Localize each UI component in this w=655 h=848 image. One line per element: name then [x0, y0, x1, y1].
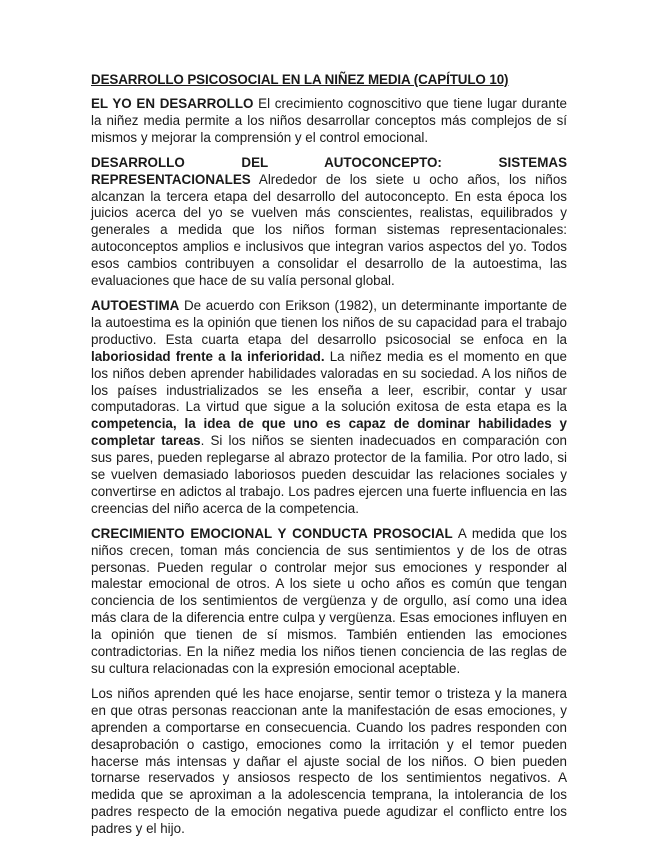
section-text-autoconcepto: Alrededor de los siete u ocho años, los niños alcanzan la tercera etapa del desarrollo del autoconcepto. En esta época los juicios acerca del yo se vuelven más conscientes, realistas, equilibrados y generales a medida que los niños forman sistemas representacionales: autoconceptos amplios e inclusivos que integran varios aspectos del yo. Todos esos cambios contribuyen a consolidar el desarrollo de la autoestima, las evaluaciones que hace de su valía personal global.	[91, 171, 567, 289]
paragraph-autoconcepto	[91, 155, 567, 290]
emphasis-laboriosidad: laboriosidad frente a la inferioridad.	[91, 348, 325, 364]
section-heading-autoestima: AUTOESTIMA	[91, 297, 180, 313]
section-text-yo: El crecimiento cognoscitivo que tiene lugar durante la niñez media permite a los niños desarrollar conceptos más complejos de sí mismos y mejorar la comprensión y el control emocional.	[91, 96, 567, 145]
document-title: DESARROLLO PSICOSOCIAL EN LA NIÑEZ MEDIA (CAPÍTULO 10)	[91, 72, 509, 87]
section-text-autoestima-3: . Si los niños se sienten inadecuados en comparación con sus pares, pueden replegarse al abrazo protector de la familia. Por otro lado, si se vuelven demasiado laboriosos pueden descuidar las relaciones sociales y convertirse en adictos al trabajo. Los padres ejercen una fuerte influencia en las creencias del niño acerca de la competencia.	[91, 433, 567, 516]
paragraph-final	[91, 686, 567, 838]
paragraph-autoestima	[91, 298, 567, 518]
section-text-emocional: A medida que los niños crecen, toman más conciencia de sus sentimientos y de los de otras personas. Pueden regular o controlar mejor sus emociones y responder al malestar emocional de otros. A los siete u ocho años es común que tengan conciencia de los sentimientos de vergüenza y de orgullo, así como una idea más clara de la diferencia entre culpa y vergüenza. Esas emociones influyen en la opinión que tienen de sí mismos. También entienden las emociones contradictorias. En la niñez media los niños tienen conciencia de las reglas de su cultura relacionadas con la expresión emocional aceptable.	[91, 525, 568, 676]
emphasis-competencia: competencia, la idea de que uno es capaz de dominar habilidades y completar tareas	[91, 416, 567, 449]
paragraph-crecimiento-emocional	[91, 526, 567, 678]
paragraph-yo-en-desarrollo	[91, 96, 567, 147]
section-heading-emocional: CRECIMIENTO EMOCIONAL Y CONDUCTA PROSOCIAL	[91, 525, 453, 541]
section-text-autoestima-2: La niñez media es el momento en que los niños deben aprender habilidades valoradas en su sociedad. A los niños de los países industrializados se les enseña a leer, escribir, contar y usar computadoras. La virtud que sigue a la solución exitosa de esta etapa es la	[91, 348, 568, 415]
document-body	[91, 72, 567, 846]
section-heading-autoconcepto: DESARROLLO DEL AUTOCONCEPTO: SISTEMAS REPRESENTACIONALES	[91, 154, 567, 187]
section-heading-yo: EL YO EN DESARROLLO	[91, 96, 254, 111]
section-text-final: Los niños aprenden qué les hace enojarse, sentir temor o tristeza y la manera en que otras personas reaccionan ante la manifestación de esas emociones, y aprenden a comportarse en consecuencia. Cuando los padres responden con desaprobación o castigo, emociones como la irritación y el temor pueden hacerse más intensas y dañar el ajuste social de los niños. O bien pueden tornarse reservados y ansiosos respecto de los sentimientos negativos. A medida que se aproximan a la adolescencia temprana, la intolerancia de los padres respecto de la emoción negativa puede agudizar el conflicto entre los padres y el hijo.	[91, 685, 567, 837]
section-text-autoestima-1: De acuerdo con Erikson (1982), un determinante importante de la autoestima es la opinión que tienen los niños de su capacidad para el trabajo productivo. Esta cuarta etapa del desarrollo psicosocial se enfoca en la	[91, 297, 567, 347]
